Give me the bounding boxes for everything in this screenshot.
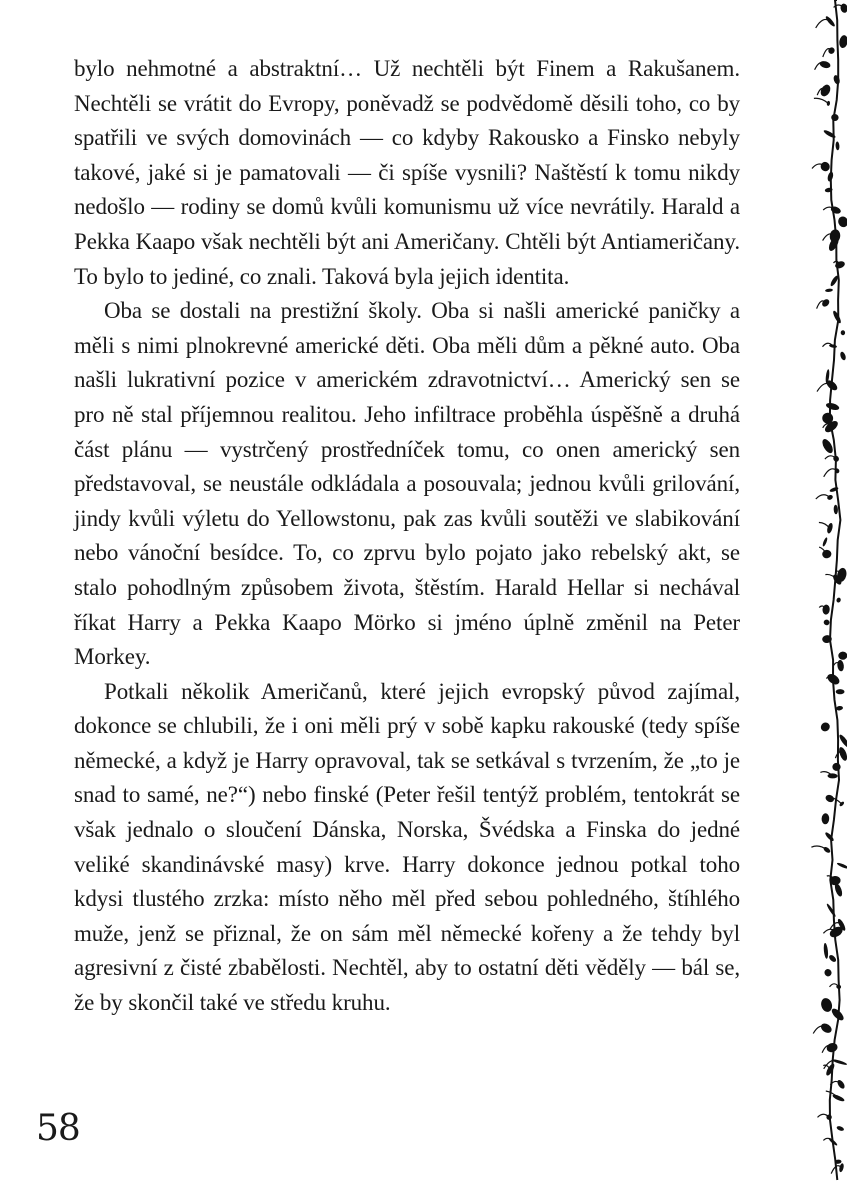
paragraph-2: Oba se dostali na prestižní školy. Oba si našli americké paničky a měli s nimi plnokrevné americké děti. Oba měli dům a pěkné auto. Oba našli lukrativní pozice v americkém zdravotnictví… Americký sen se pro ně stal příjemnou realitou. Jeho infiltrace proběhla úspěšně a druhá část plánu — vystrčený prostředníček tomu, co onen americký sen představoval, se neustále odkládala a posouvala; jednou kvůli grilování, jindy kvůli výletu do Yellowstonu, pak zas kvůli soutěži ve slabikování nebo vánoční besídce. To, co zprvu bylo pojato jako rebelský akt, se stalo pohodlným způsobem života, štěstím. Harald Hellar si nechával říkat Harry a Pekka Kaapo Mörko si jméno úplně změnil na Peter Morkey. [74, 298, 740, 670]
body-text [74, 52, 740, 1021]
page-number: 58 [36, 1108, 80, 1149]
paragraph-3: Potkali několik Američanů, které jejich evropský původ zajímal, dokonce se chlubili, že i oni měli prý v sobě kapku rakouské (tedy spíše německé, a když je Harry opravoval, tak se setkával s tvrzením, že „to je snad to samé, ne?“) nebo finské (Peter řešil tentýž problém, tentokrát se však jednalo o sloučení Dánska, Norska, Švédska a Finska do jedné veliké skandinávské masy) krve. Harry dokonce jednou potkal toho kdysi tlustého zrzka: místo něho měl před sebou pohledného, štíhlého muže, jenž se přiznal, že on sám měl německé kořeny a že tehdy byl agresivní z čisté zbabělosti. Nechtěl, aby to ostatní děti věděly — bál se, že by skončil také ve středu kruhu. [74, 678, 740, 1016]
paragraph-1: bylo nehmotné a abstraktní… Už nechtěli být Finem a Rakušanem. Nechtěli se vrátit do Evropy, poněvadž se podvědomě děsili toho, co by spatřili ve svých domovinách — co kdyby Rakousko a Finsko nebyly takové, jaké si je pamatovali — či spíše vysnili? Naštěstí k tomu nikdy nedošlo — rodiny se domů kvůli komunismu už více nevrátily. Harald a Pekka Kaapo však nechtěli být ani Američany. Chtěli být Antiameričany. To bylo to jediné, co znali. Taková byla jejich identita. [74, 56, 740, 289]
botanical-ink-border-icon [807, 0, 847, 1181]
